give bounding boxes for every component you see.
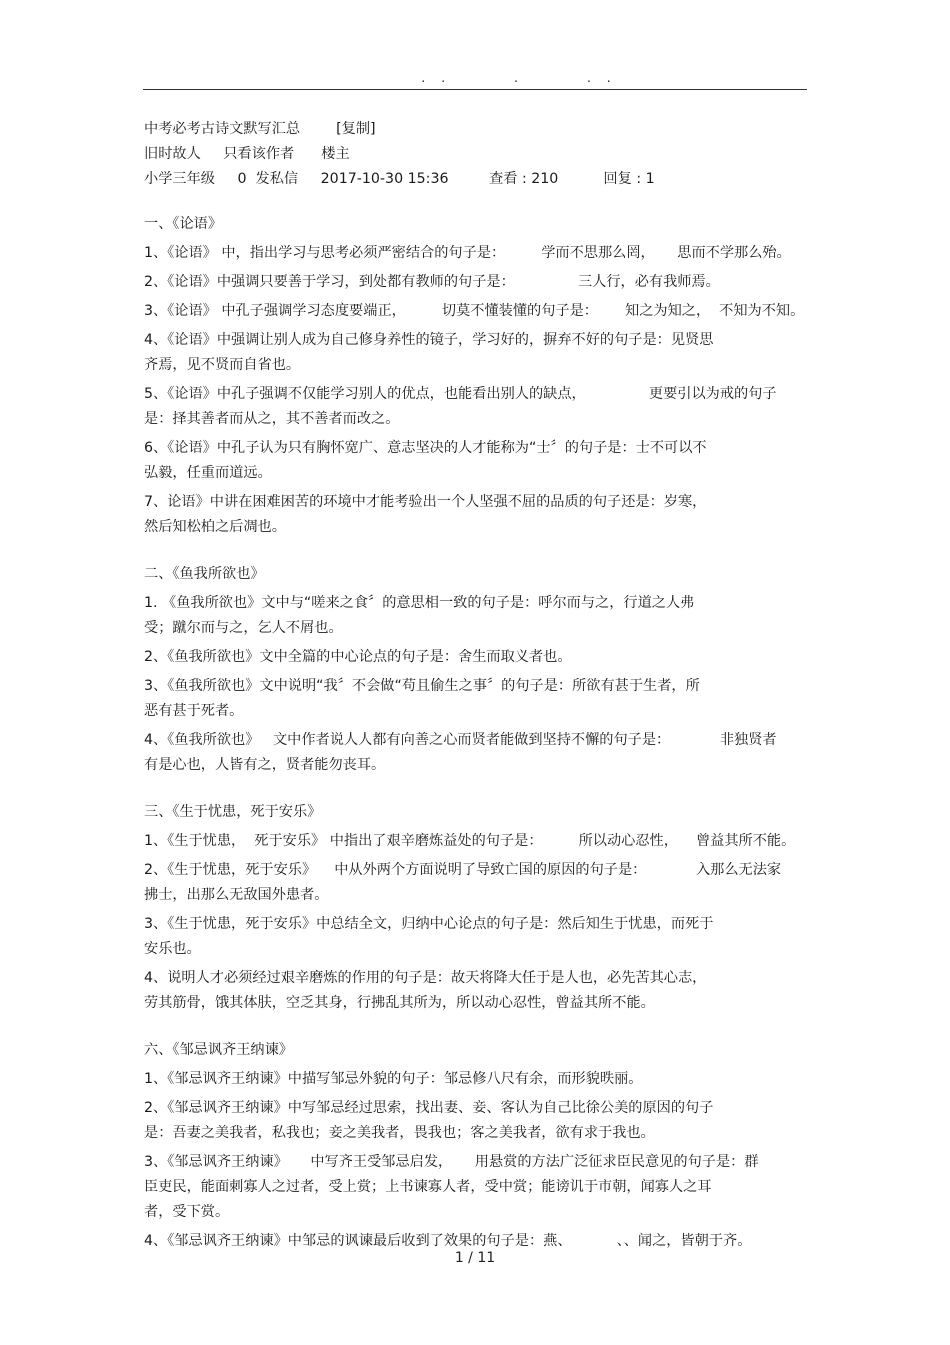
item-text-line: 拂士，出那么无敌国外患者。 bbox=[144, 887, 329, 903]
item-text-line: 是：择其善者而从之，其不善者而改之。 bbox=[144, 411, 400, 427]
list-item bbox=[144, 241, 814, 266]
list-item bbox=[144, 912, 814, 962]
item-text-line: 安乐也。 bbox=[144, 941, 201, 957]
list-item bbox=[144, 966, 814, 1016]
item-text-line: 3、《鱼我所欲也》文中说明“我〞不会做“苟且偷生之事〞的句子是：所欲有甚于生者，所 bbox=[144, 678, 700, 694]
item-text-line: 恶有甚于死者。 bbox=[144, 703, 244, 719]
list-item bbox=[144, 299, 814, 324]
list-item bbox=[144, 490, 814, 540]
item-text-line: 4、说明人才必须经过艰辛磨炼的作用的句子是：故天将降大任于是人也，必先苦其心志， bbox=[144, 970, 707, 986]
item-text-line: 2、《论语》中强调只要善于学习，到处都有教师的句子是： 三人行，必有我师焉。 bbox=[144, 274, 720, 290]
list-item bbox=[144, 1150, 814, 1225]
list-item bbox=[144, 728, 814, 778]
item-text-line: 2、《生于忧患，死于安乐》 中从外两个方面说明了导致亡国的原因的句子是： 入那么无法家 bbox=[144, 862, 782, 878]
header-dots: . . . . . bbox=[420, 72, 613, 85]
list-item bbox=[144, 328, 814, 378]
list-item bbox=[144, 1067, 814, 1092]
item-text-line: 4、《邹忌讽齐王纳谏》中邹忌的讽谏最后收到了效果的句子是：燕、 、、闻之，皆朝于齐。 bbox=[144, 1233, 752, 1249]
item-text-line: 有是心也，人皆有之，贤者能勿丧耳。 bbox=[144, 757, 386, 773]
item-text-line: 5、《论语》中孔子强调不仅能学习别人的优点，也能看出别人的缺点， 更要引以为戒的句子 bbox=[144, 386, 777, 402]
item-text-line: 受；蹴尔而与之，乞人不屑也。 bbox=[144, 620, 343, 636]
sections-container bbox=[144, 212, 814, 1254]
item-text-line: 1、《论语》 中，指出学习与思考必须严密结合的句子是： 学而不思那么罔， 思而不学那么殆。 bbox=[144, 245, 791, 261]
section bbox=[144, 212, 814, 562]
section-heading: 一、《论语》 bbox=[144, 216, 223, 232]
item-text-line: 齐焉，见不贤而自省也。 bbox=[144, 357, 301, 373]
item-text-line: 1、《生于忧患， 死于安乐》 中指出了艰辛磨炼益处的句子是： 所以动心忍性， 曾益其所不能。 bbox=[144, 833, 796, 849]
item-text-line: 7、论语》中讲在困难困苦的环境中才能考验出一个人坚强不屈的品质的句子还是：岁寒， bbox=[144, 494, 707, 510]
item-text-line: 2、《鱼我所欲也》文中全篇的中心论点的句子是：舍生而取义者也。 bbox=[144, 649, 572, 665]
item-text-line: 弘毅，任重而道远。 bbox=[144, 465, 272, 481]
list-item bbox=[144, 674, 814, 724]
post-meta: 小学三年级 0 发私信 2017-10-30 15:36 查看 : 210 回复 : 1 bbox=[144, 171, 655, 187]
item-text-line: 3、《生于忧患，死于安乐》中总结全文，归纳中心论点的句子是：然后知生于忧患，而死于 bbox=[144, 916, 714, 932]
section bbox=[144, 800, 814, 1038]
section-heading: 二、《鱼我所欲也》 bbox=[144, 566, 265, 582]
item-text-line: 6、《论语》中孔子认为只有胸怀宽广、意志坚决的人才能称为“士〞的句子是：士不可以不 bbox=[144, 440, 707, 456]
item-text-line: 3、《论语》 中孔子强调学习态度要端正， 切莫不懂装懂的句子是： 知之为知之， 不知为不知。 bbox=[144, 303, 805, 319]
post-author: 旧时故人 只看该作者 楼主 bbox=[144, 146, 350, 162]
list-item bbox=[144, 270, 814, 295]
page-number: 1 / 11 bbox=[454, 1250, 496, 1266]
section-heading: 六、《邹忌讽齐王纳谏》 bbox=[144, 1042, 293, 1058]
list-item bbox=[144, 436, 814, 486]
item-text-line: 4、《鱼我所欲也》 文中作者说人人都有向善之心而贤者能做到坚持不懈的句子是： 非独贤者 bbox=[144, 732, 777, 748]
post-title: 中考必考古诗文默写汇总 [复制] bbox=[144, 121, 376, 137]
item-text-line: 劳其筋骨，饿其体肤，空乏其身，行拂乱其所为，所以动心忍性，曾益其所不能。 bbox=[144, 995, 655, 1011]
item-text-line: 者，受下赏。 bbox=[144, 1204, 230, 1220]
section-heading: 三、《生于忧患，死于安乐》 bbox=[144, 804, 322, 820]
item-text-line: 然后知松柏之后凋也。 bbox=[144, 519, 286, 535]
list-item bbox=[144, 591, 814, 641]
list-item bbox=[144, 829, 814, 854]
section bbox=[144, 562, 814, 800]
item-text-line: 2、《邹忌讽齐王纳谏》中写邹忌经过思索，找出妻、妾、客认为自己比徐公美的原因的句子 bbox=[144, 1100, 714, 1116]
item-text-line: 1、《邹忌讽齐王纳谏》中描写邹忌外貌的句子：邹忌修八尺有余，而形貌昳丽。 bbox=[144, 1071, 643, 1087]
item-text-line: 1. 《鱼我所欲也》文中与“嗟来之食〞的意思相一致的句子是：呼尔而与之，行道之人弗 bbox=[144, 595, 695, 611]
item-text-line: 3、《邹忌讽齐王纳谏》 中写齐王受邹忌启发， 用悬赏的方法广泛征求臣民意见的句子是：群 bbox=[144, 1154, 759, 1170]
header-rule bbox=[143, 89, 807, 90]
item-text-line: 是：吾妻之美我者，私我也；妾之美我者，畏我也；客之美我者，欲有求于我也。 bbox=[144, 1125, 655, 1141]
list-item bbox=[144, 1096, 814, 1146]
document-body bbox=[144, 117, 814, 1254]
item-text-line: 臣吏民，能面刺寡人之过者，受上赏；上书谏寡人者，受中赏；能谤讥于市朝，闻寡人之耳 bbox=[144, 1179, 712, 1195]
list-item bbox=[144, 382, 814, 432]
list-item bbox=[144, 645, 814, 670]
section bbox=[144, 1038, 814, 1254]
item-text-line: 4、《论语》中强调让别人成为自己修身养性的镜子，学习好的，摒弃不好的句子是：见贤思 bbox=[144, 332, 714, 348]
list-item bbox=[144, 858, 814, 908]
